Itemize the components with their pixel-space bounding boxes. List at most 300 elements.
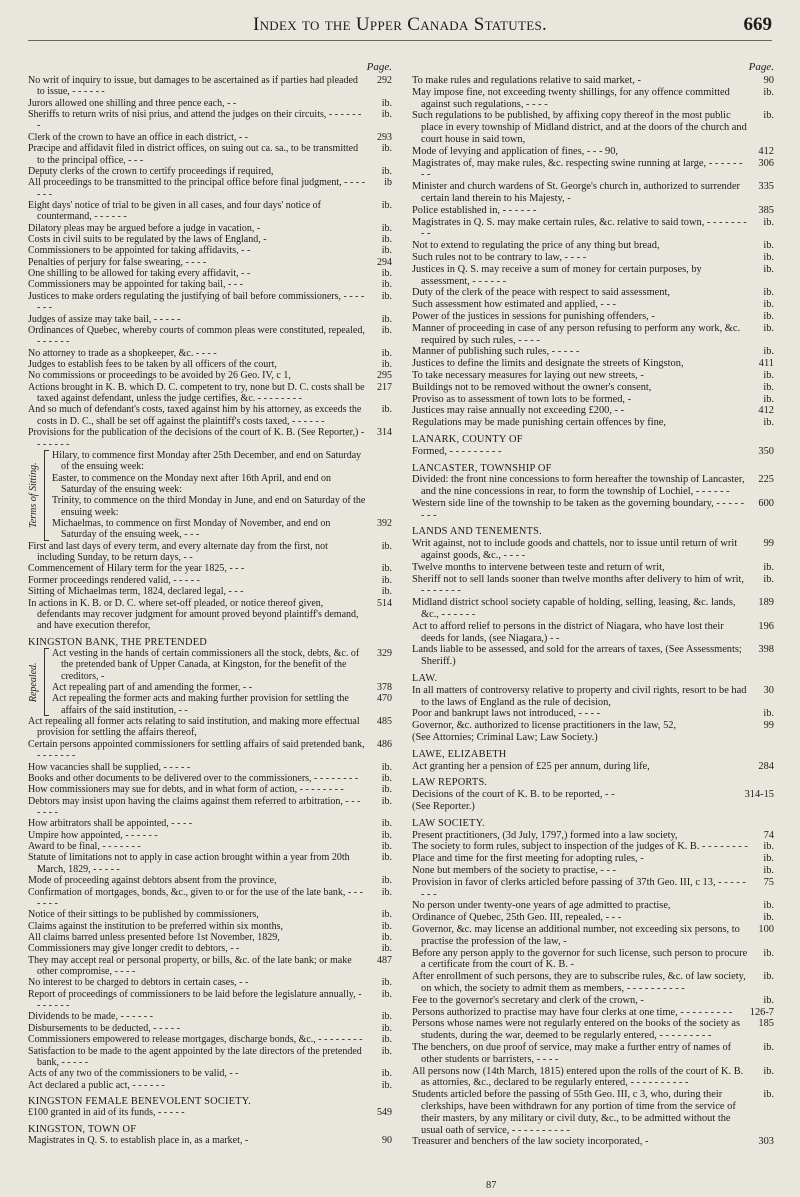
entry-page: 378: [377, 682, 392, 694]
entry-text: Satisfaction to be made to the agent appointed by the late directors of the pretended bank, - - - - -: [28, 1045, 362, 1068]
entry-page: ib.: [763, 971, 774, 983]
entry-page: 295: [377, 370, 392, 382]
entry-text: Books and other documents to be delivered over to the commissioners, - - - - - - - -: [28, 772, 359, 784]
index-entry: [412, 146, 774, 158]
entry-page: ib.: [763, 263, 774, 275]
entry-text: Such regulations to be published, by affixing copy thereof in the most public place in every township of Midland district, and at the doors of the church and court house in said town,: [412, 110, 747, 145]
entry-text: Act declared a public act, - - - - - -: [28, 1079, 165, 1091]
entry-text: Treasurer and benchers of the law society incorporated, -: [412, 1136, 649, 1148]
index-entry: [28, 1023, 392, 1034]
entry-page: 196: [758, 620, 774, 632]
index-entry: [412, 789, 774, 801]
index-entry: [412, 1136, 774, 1148]
entry-page: ib.: [763, 561, 774, 573]
entry-page: 74: [763, 829, 774, 841]
index-entry: [28, 1046, 392, 1069]
index-entry: [412, 370, 774, 382]
entry-text: Act repealing all former acts relating to said institution, and making more effectual provision for settling the affairs thereof,: [28, 716, 360, 739]
entry-page: ib.: [381, 347, 392, 359]
entry-text: Present practitioners, (3d July, 1797,) formed into a law society,: [412, 829, 678, 841]
entry-page: ib.: [763, 900, 774, 912]
index-entry: [28, 563, 392, 574]
entry-page: ib.: [381, 1011, 392, 1023]
index-entry: [412, 924, 774, 948]
entry-text: Magistrates in Q. S. may make certain rules, &c. relative to said town, - - - - - - - - -: [412, 216, 747, 240]
index-entry: [412, 87, 774, 111]
index-entry: [28, 1034, 392, 1045]
index-entry: [28, 427, 392, 450]
entry-page: ib: [384, 177, 392, 189]
lawe-entries: [412, 761, 774, 773]
index-entry: [412, 446, 774, 458]
entry-page: 600: [758, 497, 774, 509]
index-entry: [28, 325, 392, 348]
entries-a: [28, 75, 392, 450]
index-entry: [28, 1011, 392, 1022]
entry-page: ib.: [763, 865, 774, 876]
entry-text: All claims barred unless presented before 1st November, 1829,: [28, 931, 280, 943]
index-entry: [412, 574, 774, 598]
entry-text: Governor, &c. may license an additional number, not exceeding six persons, to practise the profession of the law, -: [412, 923, 740, 947]
entry-text: Not to extend to regulating the price of any thing but bread,: [412, 240, 660, 252]
index-entry: [28, 132, 392, 143]
entry-page: ib.: [381, 931, 392, 943]
index-entry: [28, 109, 392, 132]
entry-page: ib.: [381, 784, 392, 796]
entry-page: 99: [763, 538, 774, 550]
entry-page: ib.: [381, 829, 392, 841]
entry-text: Sheriff not to sell lands sooner than twelve months after delivery to him of writ, - - - - - - -: [412, 573, 744, 597]
entry-text: Commissioners may give longer credit to debtors, - -: [28, 943, 240, 955]
entry-text: They may accept real or personal property, or bills, &c. of the late bank; or make other compromise, - - - -: [28, 954, 352, 978]
index-entry: [52, 648, 392, 682]
entry-text: Debtors may insist upon having the claims against them referred to arbitration, - - - - - - -: [28, 795, 361, 818]
index-entry: [412, 474, 774, 498]
index-entry: [412, 830, 774, 842]
index-entry: [412, 417, 774, 429]
index-entry: [28, 943, 392, 954]
entry-page: ib.: [763, 86, 774, 98]
entry-text: All proceedings to be transmitted to the principal office before final judgment, - - - - - - -: [28, 177, 365, 200]
entry-page: 293: [377, 131, 392, 143]
entry-page: 100: [758, 923, 774, 935]
reports-entries: [412, 789, 774, 813]
entry-page: ib.: [381, 988, 392, 1000]
entry-page: 99: [763, 720, 774, 732]
entry-text: Before any person apply to the governor for such license, such person to procure a certificate from the court of K. B. -: [412, 947, 748, 971]
index-entry: [412, 1018, 774, 1042]
entry-text: (See Reporter.): [412, 801, 475, 813]
town-entries: [28, 1135, 392, 1146]
heading-lanark: LANARK, COUNTY OF: [412, 433, 523, 445]
index-entry: [28, 796, 392, 819]
index-entry: [28, 784, 392, 795]
heading-lands: LANDS AND TENEMENTS.: [412, 526, 542, 538]
entry-text: Dilatory pleas may be argued before a judge in vacation, -: [28, 222, 261, 234]
entry-page: ib.: [381, 574, 392, 586]
index-entry: [412, 865, 774, 877]
repealed-label: Repealed.: [28, 662, 39, 702]
entry-page: ib.: [381, 324, 392, 336]
entry-text: Mode of proceeding against debtors absent from the province,: [28, 875, 277, 887]
entry-text: Place and time for the first meeting for adopting rules, -: [412, 853, 644, 865]
entry-text: Mode of levying and application of fines, - - - 90,: [412, 145, 619, 157]
entry-text: Michaelmas, to commence on first Monday of November, and end on Saturday of the ensuing week, - - -: [52, 518, 331, 541]
index-entry: [28, 841, 392, 852]
entry-text: Twelve months to intervene between teste and return of writ,: [412, 561, 665, 573]
index-entry: [28, 598, 392, 632]
index-entry: [412, 644, 774, 668]
entry-page: 398: [758, 644, 774, 656]
entry-text: The benchers, on due proof of service, may make a further entry of names of other students or barristers, - - - -: [412, 1041, 732, 1065]
entry-page: ib.: [763, 216, 774, 228]
brace: [44, 648, 49, 716]
entry-page: ib.: [763, 573, 774, 585]
index-entry: [28, 575, 392, 586]
entry-page: 392: [377, 518, 392, 530]
entry-page: 329: [377, 647, 392, 659]
entry-text: £100 granted in aid of its funds, - - - - -: [28, 1107, 185, 1119]
entry-text: Duty of the clerk of the peace with respect to said assessment,: [412, 287, 670, 299]
entry-text: None but members of the society to practise, - - -: [412, 865, 616, 876]
index-entry: [28, 852, 392, 875]
index-entry: [28, 1068, 392, 1079]
entry-text: Midland district school society capable of holding, selling, leasing, &c. lands, &c., - - - - - -: [412, 597, 736, 621]
entry-page: ib.: [381, 818, 392, 830]
entry-text: Persons whose names were not regularly entered on the books of the society as students, during the war, deemed to be regularly entered, - - - - - - - - -: [412, 1018, 741, 1042]
entry-page: 189: [758, 597, 774, 609]
entry-page: ib.: [381, 540, 392, 552]
index-entry: [28, 314, 392, 325]
entry-text: First and last days of every term, and every alternate day from the first, not including Sunday, to be return days, - -: [28, 540, 328, 564]
index-entry: [412, 311, 774, 323]
entry-page: ib.: [763, 287, 774, 299]
entry-text: Justices to make orders regulating the justifying of bail before commissioners, - - - - - - -: [28, 290, 365, 314]
entry-page: ib.: [381, 772, 392, 784]
entry-text: Clerk of the crown to have an office in each district, - -: [28, 131, 249, 143]
entry-text: In all matters of controversy relative to property and civil rights, resort to be had to the laws of England as the rule of decision,: [412, 684, 747, 708]
index-entry: [412, 995, 774, 1007]
entry-text: Dividends to be made, - - - - - -: [28, 1011, 153, 1023]
index-entry: [28, 370, 392, 381]
entry-page: ib.: [763, 708, 774, 720]
index-entry: [28, 382, 392, 405]
index-entry: [28, 75, 392, 98]
index-entry: [412, 562, 774, 574]
entry-page: ib.: [381, 268, 392, 280]
index-entry: [412, 732, 774, 744]
heading-lancaster: LANCASTER, TOWNSHIP OF: [412, 462, 552, 474]
entry-text: To take necessary measures for laying out new streets, -: [412, 369, 644, 381]
entry-text: Ordinances of Quebec, whereby courts of common pleas were constituted, repealed, - - - - - -: [28, 324, 365, 348]
entry-page: 75: [763, 876, 774, 888]
entry-text: After enrollment of such persons, they are to subscribe rules, &c. of law society, on which, the society to admit them as members, - - - - - - - - - -: [412, 971, 746, 994]
entry-text: Such rules not to be contrary to law, - - - -: [412, 251, 587, 263]
entry-page: 30: [763, 684, 774, 696]
entry-text: How vacancies shall be supplied, - - - - -: [28, 761, 191, 773]
entry-text: Award to be final, - - - - - - -: [28, 841, 141, 853]
law-entries: [412, 685, 774, 744]
entry-text: Writ against, not to include goods and chattels, nor to issue until return of writ against goods, &c., - - - -: [412, 538, 738, 562]
index-entry: [28, 177, 392, 200]
entry-page: ib.: [381, 1068, 392, 1080]
index-entry: [28, 1135, 392, 1146]
entry-page: 314-15: [744, 789, 774, 801]
index-entry: [412, 252, 774, 264]
entry-page: 126-7: [749, 1006, 774, 1018]
entry-page: ib.: [381, 1045, 392, 1057]
brace: [44, 450, 49, 541]
entry-text: Commissioners may be appointed for taking bail, - - -: [28, 279, 243, 291]
index-entry: [412, 264, 774, 288]
index-entry: [412, 346, 774, 358]
index-entry: [28, 98, 392, 109]
entry-page: 294: [377, 256, 392, 268]
entry-page: ib.: [381, 234, 392, 246]
lanark-entries: [412, 446, 774, 458]
entry-page: 90: [763, 75, 774, 86]
index-entry: [28, 268, 392, 279]
index-entry: [412, 708, 774, 720]
entry-text: Regulations may be made punishing certain offences by fine,: [412, 417, 667, 429]
entry-page: 549: [377, 1107, 392, 1119]
index-entry: [28, 989, 392, 1012]
entry-text: Act granting her a pension of £25 per annum, during life,: [412, 760, 650, 772]
index-entry: [412, 948, 774, 972]
page-column-label: Page.: [366, 61, 392, 73]
index-entry: [28, 887, 392, 910]
entry-page: ib.: [381, 109, 392, 121]
index-entry: [28, 291, 392, 314]
index-entry: [412, 240, 774, 252]
lands-entries: [412, 538, 774, 668]
entry-page: ib.: [763, 240, 774, 252]
index-entry: [28, 716, 392, 739]
entry-page: 487: [377, 954, 392, 966]
entry-text: Magistrates of, may make rules, &c. respecting swine running at large, - - - - - - - -: [412, 157, 743, 181]
entry-page: 470: [377, 693, 392, 705]
entry-page: ib.: [381, 943, 392, 955]
heading-female-society: KINGSTON FEMALE BENEVOLENT SOCIETY.: [28, 1095, 251, 1107]
entry-text: Deputy clerks of the crown to certify proceedings if required,: [28, 165, 274, 177]
entry-text: No person under twenty-one years of age admitted to practise,: [412, 900, 671, 912]
index-entry: [28, 143, 392, 166]
entry-text: Umpire how appointed, - - - - - -: [28, 829, 158, 841]
entry-page: ib.: [763, 369, 774, 381]
entry-text: Præcipe and affidavit filed in district offices, on suing out ca. sa., to be transmitted to the principal office, - - -: [28, 143, 359, 166]
entry-page: ib.: [763, 393, 774, 405]
entry-page: ib.: [381, 165, 392, 177]
terms-of-sitting-label: Terms of Sitting.: [28, 462, 39, 529]
entry-page: ib.: [381, 875, 392, 887]
left-column: [28, 62, 392, 1146]
index-entry: [412, 323, 774, 347]
entry-text: Hilary, to commence first Monday after 25th December, and end on Saturday of the ensuing week:: [52, 449, 362, 473]
index-entry: [28, 1080, 392, 1091]
entry-text: Manner of proceeding in case of any person refusing to perform any work, &c. required by such rules, - - - -: [412, 322, 741, 346]
entry-page: ib.: [381, 852, 392, 864]
entry-page: 314: [377, 427, 392, 439]
index-entry: [412, 405, 774, 417]
entry-page: 412: [758, 145, 774, 157]
index-entry: [412, 394, 774, 406]
entry-text: Commencement of Hilary term for the year 1825, - - -: [28, 563, 245, 575]
index-entry: [28, 359, 392, 370]
entry-text: Ordinance of Quebec, 25th Geo. III, repealed, - - -: [412, 912, 622, 924]
entry-page: ib.: [381, 795, 392, 807]
heading-lawe: LAWE, ELIZABETH: [412, 748, 507, 760]
entry-text: Judges of assize may take bail, - - - - -: [28, 313, 181, 325]
entry-text: And so much of defendant's costs, taxed against him by his attorney, as exceeds the costs in D. C., shall be set off against the plaintiff's costs taxed, - - - - - -: [28, 404, 362, 427]
index-entry: [28, 909, 392, 920]
entry-page: ib.: [763, 299, 774, 311]
index-entry: [412, 382, 774, 394]
entry-page: ib.: [763, 346, 774, 358]
entry-page: 412: [758, 405, 774, 417]
entry-page: ib.: [763, 381, 774, 393]
index-entry: [28, 932, 392, 943]
entry-text: Statute of limitations not to apply in case action brought within a year from 20th March, 1829, - - - - -: [28, 852, 350, 875]
entry-text: Provision in favor of clerks articled before passing of 37th Geo. III, c 13, - - - - - - - -: [412, 876, 746, 900]
entry-page: 303: [758, 1136, 774, 1148]
entry-page: ib.: [763, 1089, 774, 1101]
entry-page: ib.: [763, 251, 774, 263]
heading-law: LAW.: [412, 673, 438, 685]
right-column: [412, 62, 774, 1148]
index-entry: [28, 586, 392, 597]
entry-text: Disbursements to be deducted, - - - - -: [28, 1022, 180, 1034]
entry-page: ib.: [381, 1022, 392, 1034]
index-entry: [28, 166, 392, 177]
entry-text: In actions in K. B. or D. C. where set-off pleaded, or notice thereof given, defendants may recover judgment for amount proved beyond plaintiff's demand, and have execution therefor,: [28, 597, 359, 632]
entry-text: One shilling to be allowed for taking every affidavit, - -: [28, 268, 251, 280]
index-entry: [412, 1042, 774, 1066]
sheet-number: 87: [486, 1180, 497, 1191]
entry-page: ib.: [381, 977, 392, 989]
entry-text: Report of proceedings of commissioners to be laid before the legislature annually, - - - - - - -: [28, 988, 362, 1012]
index-entry: [52, 450, 392, 473]
bank-entries: [28, 716, 392, 1091]
entry-text: Justices may raise annually not exceeding £200, - -: [412, 405, 625, 417]
index-entry: [28, 921, 392, 932]
entry-page: 350: [758, 445, 774, 457]
index-entry: [28, 773, 392, 784]
entry-page: 225: [758, 474, 774, 486]
entry-text: Act repealing part of and amending the former, - -: [52, 682, 253, 694]
index-entry: [28, 257, 392, 268]
entry-page: ib.: [381, 404, 392, 416]
entry-page: 385: [758, 204, 774, 216]
index-entry: [412, 597, 774, 621]
entry-page: 284: [758, 760, 774, 772]
entry-text: Trinity, to commence on the third Monday in June, and end on Saturday of the ensuing week:: [52, 495, 366, 518]
index-entry: [412, 912, 774, 924]
index-entry: [28, 541, 392, 564]
entry-page: ib.: [763, 110, 774, 122]
entry-page: ib.: [381, 909, 392, 921]
index-entry: [28, 404, 392, 427]
heading-law-society: LAW SOCIETY.: [412, 817, 485, 829]
index-entry: [412, 1066, 774, 1090]
entry-text: Act vesting in the hands of certain commissioners all the stock, debts, &c. of the pretended bank of Upper Canada, at Kingston, for the benefit of the creditors, -: [52, 647, 360, 682]
index-entry: [412, 287, 774, 299]
index-entry: [412, 1007, 774, 1019]
entry-text: To make rules and regulations relative to said market, -: [412, 75, 641, 86]
entries-b: [28, 541, 392, 632]
entry-page: 217: [377, 381, 392, 393]
entry-page: ib.: [763, 417, 774, 429]
index-entry: [412, 720, 774, 732]
entry-text: Formed, - - - - - - - - -: [412, 445, 502, 457]
index-entry: [28, 279, 392, 290]
index-entry: [412, 1089, 774, 1136]
entry-text: Decisions of the court of K. B. to be reported, - -: [412, 789, 615, 801]
index-entry: [412, 358, 774, 370]
entry-text: Easter, to commence on the Monday next after 16th April, and end on Saturday of the ensuing week:: [52, 472, 331, 495]
entry-page: 292: [377, 75, 392, 86]
entry-text: Justices in Q. S. may receive a sum of money for certain purposes, by assessment, - - - - - -: [412, 263, 702, 287]
entry-text: Provisions for the publication of the decisions of the court of K. B. (See Reporter,) - - - - - - -: [28, 427, 365, 450]
female-entries: [28, 1107, 392, 1118]
entry-page: ib.: [381, 761, 392, 773]
index-entry: [28, 818, 392, 829]
entry-page: ib.: [763, 1065, 774, 1077]
entry-page: ib.: [381, 563, 392, 575]
index-entry: [28, 739, 392, 762]
entry-text: No commissions or proceedings to be avoided by 26 Geo. IV, c 1,: [28, 370, 291, 382]
index-entry: [412, 971, 774, 995]
entry-page: ib.: [381, 222, 392, 234]
entry-text: No writ of inquiry to issue, but damages to be ascertained as if parties had pleaded to issue, - - - - - -: [28, 75, 358, 98]
entry-text: Former proceedings rendered valid, - - - - -: [28, 574, 200, 586]
sittings-list: [52, 450, 392, 541]
entry-text: Judges to establish fees to be taken by all officers of the court,: [28, 358, 277, 370]
entry-page: ib.: [381, 586, 392, 598]
index-entry: [28, 955, 392, 978]
entry-page: ib.: [381, 313, 392, 325]
heading-law-reports: LAW REPORTS.: [412, 777, 488, 789]
index-entry: [28, 977, 392, 988]
entry-text: Fee to the governor's secretary and clerk of the crown, -: [412, 994, 644, 1006]
entry-text: Western side line of the township to be taken as the governing boundary, - - - - - - - -: [412, 497, 745, 521]
index-entry: [412, 158, 774, 182]
entry-page: ib.: [763, 841, 774, 853]
entry-page: 514: [377, 597, 392, 609]
index-entry: [52, 495, 392, 518]
index-entry: [28, 348, 392, 359]
index-entry: [52, 473, 392, 496]
entry-page: ib.: [381, 886, 392, 898]
page-number: 669: [743, 14, 772, 35]
entry-text: Divided: the front nine concessions to form hereafter the township of Lancaster, and the nine concessions in rear, to form the township of Lochiel, - - - - - -: [412, 474, 745, 498]
entry-text: Justices to define the limits and designate the streets of Kingston,: [412, 358, 684, 370]
entry-text: Acts of any two of the commissioners to be valid, - -: [28, 1068, 239, 1080]
entry-page: 335: [758, 181, 774, 193]
index-entry: [412, 685, 774, 709]
entry-text: Commissioners to be appointed for taking affidavits, - -: [28, 245, 251, 257]
entry-text: Magistrates in Q. S. to establish place in, as a market, -: [28, 1135, 249, 1147]
entry-page: 411: [758, 358, 774, 370]
index-entry: [412, 853, 774, 865]
entry-text: Commissioners empowered to release mortgages, discharge bonds, &c., - - - - - - - -: [28, 1034, 363, 1046]
entry-text: Notice of their sittings to be published by commissioners,: [28, 909, 259, 921]
entry-page: ib.: [763, 853, 774, 865]
index-entry: [412, 621, 774, 645]
index-entry: [412, 299, 774, 311]
entry-text: Persons authorized to practise may have four clerks at one time, - - - - - - - - -: [412, 1006, 733, 1018]
entry-page: ib.: [763, 912, 774, 924]
entry-text: How arbitrators shall be appointed, - - - -: [28, 818, 193, 830]
